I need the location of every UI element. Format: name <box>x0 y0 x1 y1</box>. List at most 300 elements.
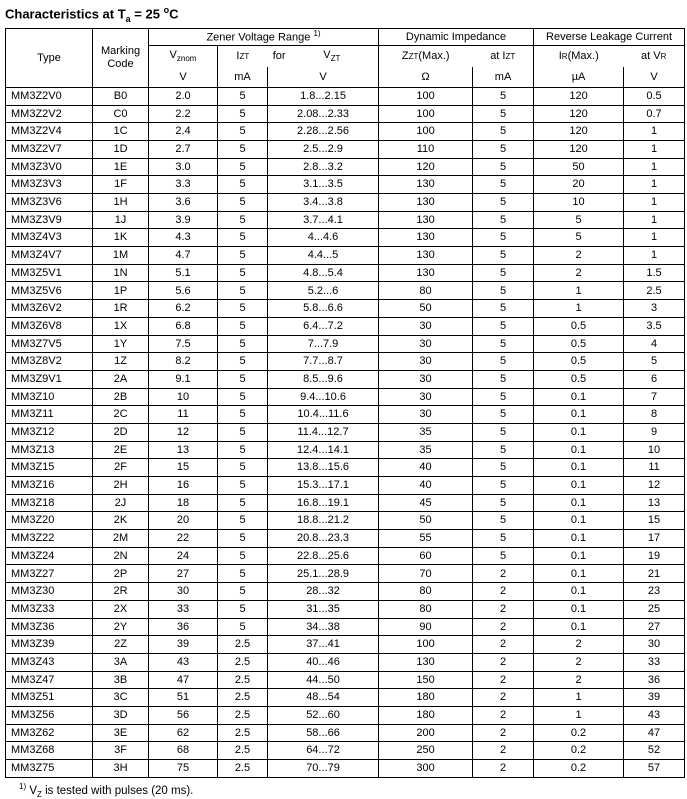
cell-at-vr: 36 <box>624 671 685 689</box>
cell-type: MM3Z3V3 <box>6 176 93 194</box>
cell-marking-code: 2Z <box>93 636 149 654</box>
cell-marking-code: 3D <box>93 706 149 724</box>
cell-marking-code: 3B <box>93 671 149 689</box>
table-row <box>6 370 685 388</box>
cell-at-vr: 3.5 <box>624 317 685 335</box>
cell-marking-code: 2N <box>93 547 149 565</box>
cell-vzt-range: 44...50 <box>268 671 379 689</box>
cell-vznom: 51 <box>149 689 218 707</box>
cell-vznom: 5.1 <box>149 264 218 282</box>
cell-izt: 5 <box>218 459 268 477</box>
cell-ir-max: 2 <box>534 671 624 689</box>
col-header-ir-atvr <box>534 45 685 67</box>
cell-at-vr: 1 <box>624 176 685 194</box>
cell-marking-code: 1R <box>93 300 149 318</box>
cell-zzt-max: 180 <box>379 689 473 707</box>
table-row <box>6 105 685 123</box>
cell-vznom: 39 <box>149 636 218 654</box>
cell-vznom: 62 <box>149 724 218 742</box>
cell-zzt-max: 40 <box>379 477 473 495</box>
cell-izt: 2.5 <box>218 760 268 778</box>
cell-izt: 5 <box>218 388 268 406</box>
table-row <box>6 176 685 194</box>
zzt-split <box>379 50 533 63</box>
footnote-vz-symbol: V <box>26 784 37 797</box>
cell-at-vr: 13 <box>624 494 685 512</box>
table-row <box>6 423 685 441</box>
cell-vznom: 24 <box>149 547 218 565</box>
table-row <box>6 724 685 742</box>
cell-vznom: 18 <box>149 494 218 512</box>
cell-izt: 2.5 <box>218 671 268 689</box>
cell-izt: 5 <box>218 565 268 583</box>
cell-type: MM3Z2V7 <box>6 140 93 158</box>
title-unit: C <box>169 6 179 22</box>
cell-vznom: 47 <box>149 671 218 689</box>
cell-izt: 5 <box>218 370 268 388</box>
ir-subscript: R <box>561 52 568 62</box>
cell-type: MM3Z3V6 <box>6 194 93 212</box>
cell-type: MM3Z43 <box>6 653 93 671</box>
cell-marking-code: 1N <box>93 264 149 282</box>
footnote-vz-subscript: Z <box>37 789 42 799</box>
cell-izt: 5 <box>218 494 268 512</box>
cell-type: MM3Z12 <box>6 423 93 441</box>
cell-zzt-max: 130 <box>379 211 473 229</box>
cell-izt: 2.5 <box>218 653 268 671</box>
cell-at-izt: 5 <box>473 194 534 212</box>
cell-at-vr: 57 <box>624 760 685 778</box>
ir-symbol-cell <box>534 50 623 63</box>
cell-marking-code: 2E <box>93 441 149 459</box>
cell-ir-max: 0.1 <box>534 530 624 548</box>
table-row <box>6 388 685 406</box>
cell-type: MM3Z36 <box>6 618 93 636</box>
table-row <box>6 512 685 530</box>
cell-at-izt: 5 <box>473 459 534 477</box>
cell-ir-max: 2 <box>534 247 624 265</box>
cell-vznom: 16 <box>149 477 218 495</box>
cell-zzt-max: 130 <box>379 247 473 265</box>
cell-at-izt: 5 <box>473 229 534 247</box>
cell-vzt-range: 70...79 <box>268 760 379 778</box>
zzt-max-label: (Max.) <box>418 50 450 63</box>
cell-at-vr: 12 <box>624 477 685 495</box>
cell-izt: 5 <box>218 123 268 141</box>
cell-marking-code: 2A <box>93 370 149 388</box>
cell-zzt-max: 35 <box>379 441 473 459</box>
cell-izt: 5 <box>218 211 268 229</box>
table-row <box>6 618 685 636</box>
col-header-vznom <box>149 45 218 67</box>
cell-izt: 5 <box>218 406 268 424</box>
cell-type: MM3Z22 <box>6 530 93 548</box>
cell-vzt-range: 6.4...7.2 <box>268 317 379 335</box>
cell-at-izt: 2 <box>473 671 534 689</box>
table-row <box>6 317 685 335</box>
table-row <box>6 282 685 300</box>
cell-zzt-max: 90 <box>379 618 473 636</box>
cell-vzt-range: 40...46 <box>268 653 379 671</box>
cell-vznom: 27 <box>149 565 218 583</box>
table-row <box>6 706 685 724</box>
cell-at-vr: 1.5 <box>624 264 685 282</box>
ir-split <box>534 50 684 63</box>
cell-marking-code: B0 <box>93 87 149 105</box>
cell-at-izt: 2 <box>473 600 534 618</box>
cell-vzt-range: 4...4.6 <box>268 229 379 247</box>
vzt-symbol: V <box>323 49 331 62</box>
cell-marking-code: C0 <box>93 105 149 123</box>
cell-at-izt: 5 <box>473 300 534 318</box>
cell-vznom: 10 <box>149 388 218 406</box>
cell-at-izt: 2 <box>473 583 534 601</box>
cell-marking-code: 2H <box>93 477 149 495</box>
cell-izt: 2.5 <box>218 689 268 707</box>
cell-vznom: 4.7 <box>149 247 218 265</box>
cell-marking-code: 3F <box>93 742 149 760</box>
vznom-symbol: V <box>169 49 177 62</box>
at-izt-subscript: ZT <box>505 52 516 62</box>
cell-vzt-range: 7.7...8.7 <box>268 353 379 371</box>
cell-type: MM3Z47 <box>6 671 93 689</box>
cell-marking-code: 2C <box>93 406 149 424</box>
table-row <box>6 653 685 671</box>
cell-type: MM3Z33 <box>6 600 93 618</box>
footnote-ref: 1) <box>313 29 321 39</box>
cell-at-izt: 2 <box>473 618 534 636</box>
cell-izt: 5 <box>218 247 268 265</box>
cell-at-vr: 39 <box>624 689 685 707</box>
cell-type: MM3Z6V2 <box>6 300 93 318</box>
cell-ir-max: 0.1 <box>534 618 624 636</box>
table-row <box>6 140 685 158</box>
cell-ir-max: 0.1 <box>534 494 624 512</box>
cell-at-vr: 47 <box>624 724 685 742</box>
cell-at-izt: 5 <box>473 264 534 282</box>
cell-at-vr: 1 <box>624 158 685 176</box>
cell-vznom: 20 <box>149 512 218 530</box>
cell-at-izt: 5 <box>473 247 534 265</box>
cell-type: MM3Z3V9 <box>6 211 93 229</box>
cell-vzt-range: 13.8...15.6 <box>268 459 379 477</box>
cell-at-vr: 25 <box>624 600 685 618</box>
cell-at-vr: 3 <box>624 300 685 318</box>
for-label: for <box>272 50 286 63</box>
cell-at-izt: 5 <box>473 158 534 176</box>
table-header <box>6 28 685 87</box>
table-row <box>6 300 685 318</box>
cell-vznom: 3.3 <box>149 176 218 194</box>
cell-at-vr: 19 <box>624 547 685 565</box>
cell-ir-max: 0.1 <box>534 459 624 477</box>
cell-at-vr: 21 <box>624 565 685 583</box>
cell-vznom: 12 <box>149 423 218 441</box>
cell-vzt-range: 8.5...9.6 <box>268 370 379 388</box>
cell-izt: 5 <box>218 264 268 282</box>
vzt-subscript: ZT <box>330 54 341 64</box>
cell-vznom: 2.4 <box>149 123 218 141</box>
cell-zzt-max: 250 <box>379 742 473 760</box>
cell-type: MM3Z2V4 <box>6 123 93 141</box>
cell-marking-code: 2R <box>93 583 149 601</box>
cell-ir-max: 2 <box>534 264 624 282</box>
cell-zzt-max: 30 <box>379 353 473 371</box>
cell-type: MM3Z11 <box>6 406 93 424</box>
cell-ir-max: 0.2 <box>534 724 624 742</box>
cell-vzt-range: 1.8...2.15 <box>268 87 379 105</box>
table-row <box>6 583 685 601</box>
cell-ir-max: 0.5 <box>534 370 624 388</box>
cell-vzt-range: 37...41 <box>268 636 379 654</box>
cell-vzt-range: 25.1...28.9 <box>268 565 379 583</box>
group-header-zener-voltage-range <box>149 28 379 45</box>
cell-ir-max: 0.5 <box>534 317 624 335</box>
title-text: Characteristics at T <box>5 6 126 22</box>
cell-type: MM3Z9V1 <box>6 370 93 388</box>
table-row <box>6 247 685 265</box>
cell-marking-code: 3H <box>93 760 149 778</box>
cell-ir-max: 2 <box>534 636 624 654</box>
unit-vzt: V <box>268 67 379 87</box>
group-header-dynamic-impedance: Dynamic Impedance <box>379 28 534 45</box>
cell-ir-max: 5 <box>534 211 624 229</box>
cell-izt: 5 <box>218 618 268 636</box>
cell-at-izt: 5 <box>473 140 534 158</box>
cell-type: MM3Z56 <box>6 706 93 724</box>
cell-type: MM3Z3V0 <box>6 158 93 176</box>
cell-vzt-range: 4.4...5 <box>268 247 379 265</box>
cell-ir-max: 0.2 <box>534 760 624 778</box>
cell-type: MM3Z6V8 <box>6 317 93 335</box>
cell-marking-code: 1H <box>93 194 149 212</box>
cell-type: MM3Z68 <box>6 742 93 760</box>
vzt-symbol-cell <box>268 49 378 63</box>
cell-vzt-range: 3.7...4.1 <box>268 211 379 229</box>
cell-izt: 5 <box>218 477 268 495</box>
cell-type: MM3Z30 <box>6 583 93 601</box>
table-row <box>6 441 685 459</box>
table-row <box>6 565 685 583</box>
cell-izt: 5 <box>218 87 268 105</box>
table-row <box>6 123 685 141</box>
cell-izt: 5 <box>218 158 268 176</box>
cell-ir-max: 50 <box>534 158 624 176</box>
cell-vzt-range: 3.1...3.5 <box>268 176 379 194</box>
cell-marking-code: 1X <box>93 317 149 335</box>
cell-vznom: 2.0 <box>149 87 218 105</box>
cell-at-vr: 2.5 <box>624 282 685 300</box>
cell-at-izt: 2 <box>473 742 534 760</box>
cell-ir-max: 1 <box>534 282 624 300</box>
cell-zzt-max: 80 <box>379 282 473 300</box>
cell-at-izt: 5 <box>473 176 534 194</box>
cell-izt: 5 <box>218 547 268 565</box>
cell-zzt-max: 40 <box>379 459 473 477</box>
cell-at-izt: 2 <box>473 706 534 724</box>
cell-vzt-range: 2.8...3.2 <box>268 158 379 176</box>
cell-vzt-range: 20.8...23.3 <box>268 530 379 548</box>
table-row <box>6 158 685 176</box>
cell-zzt-max: 30 <box>379 388 473 406</box>
cell-vzt-range: 52...60 <box>268 706 379 724</box>
cell-marking-code: 1Z <box>93 353 149 371</box>
cell-zzt-max: 30 <box>379 370 473 388</box>
zener-group-label: Zener Voltage Range <box>206 31 314 44</box>
cell-vznom: 7.5 <box>149 335 218 353</box>
col-header-zzt-atizt <box>379 45 534 67</box>
zzt-subscript: ZT <box>408 52 419 62</box>
cell-ir-max: 0.5 <box>534 335 624 353</box>
cell-izt: 5 <box>218 530 268 548</box>
cell-izt: 5 <box>218 105 268 123</box>
cell-vzt-range: 2.5...2.9 <box>268 140 379 158</box>
cell-vznom: 13 <box>149 441 218 459</box>
ir-max-label: (Max.) <box>567 50 599 63</box>
at-vr-label: at V <box>641 50 661 63</box>
cell-izt: 5 <box>218 317 268 335</box>
degree-symbol: o <box>163 5 170 15</box>
table-row <box>6 742 685 760</box>
cell-zzt-max: 150 <box>379 671 473 689</box>
table-row <box>6 406 685 424</box>
cell-zzt-max: 130 <box>379 653 473 671</box>
cell-zzt-max: 35 <box>379 423 473 441</box>
cell-izt: 5 <box>218 335 268 353</box>
cell-type: MM3Z5V6 <box>6 282 93 300</box>
cell-marking-code: 1M <box>93 247 149 265</box>
cell-type: MM3Z39 <box>6 636 93 654</box>
unit-at-izt: mA <box>473 67 534 87</box>
cell-at-vr: 1 <box>624 194 685 212</box>
cell-zzt-max: 30 <box>379 335 473 353</box>
header-row-groups <box>6 28 685 45</box>
cell-ir-max: 1 <box>534 689 624 707</box>
cell-vznom: 68 <box>149 742 218 760</box>
table-row <box>6 229 685 247</box>
cell-type: MM3Z20 <box>6 512 93 530</box>
cell-izt: 5 <box>218 353 268 371</box>
cell-marking-code: 3C <box>93 689 149 707</box>
cell-type: MM3Z16 <box>6 477 93 495</box>
table-row <box>6 600 685 618</box>
cell-vzt-range: 22.8...25.6 <box>268 547 379 565</box>
cell-at-izt: 5 <box>473 317 534 335</box>
cell-izt: 2.5 <box>218 706 268 724</box>
cell-vzt-range: 10.4...11.6 <box>268 406 379 424</box>
table-body <box>6 87 685 777</box>
table-row <box>6 547 685 565</box>
cell-ir-max: 0.5 <box>534 353 624 371</box>
cell-at-vr: 0.7 <box>624 105 685 123</box>
table-row <box>6 494 685 512</box>
cell-at-vr: 30 <box>624 636 685 654</box>
footnote-marker: 1) <box>19 781 27 791</box>
cell-at-vr: 43 <box>624 706 685 724</box>
cell-zzt-max: 130 <box>379 176 473 194</box>
cell-zzt-max: 100 <box>379 105 473 123</box>
footnote-text: is tested with pulses (20 ms). <box>41 784 194 797</box>
cell-zzt-max: 110 <box>379 140 473 158</box>
cell-at-vr: 15 <box>624 512 685 530</box>
cell-vznom: 30 <box>149 583 218 601</box>
table-row <box>6 194 685 212</box>
cell-zzt-max: 30 <box>379 317 473 335</box>
cell-vznom: 3.6 <box>149 194 218 212</box>
cell-vzt-range: 2.08...2.33 <box>268 105 379 123</box>
cell-type: MM3Z2V0 <box>6 87 93 105</box>
cell-izt: 5 <box>218 194 268 212</box>
cell-zzt-max: 50 <box>379 300 473 318</box>
cell-vzt-range: 15.3...17.1 <box>268 477 379 495</box>
cell-at-izt: 5 <box>473 406 534 424</box>
zzt-symbol-cell <box>379 50 472 63</box>
table-row <box>6 87 685 105</box>
cell-vznom: 15 <box>149 459 218 477</box>
cell-ir-max: 120 <box>534 87 624 105</box>
cell-at-vr: 8 <box>624 406 685 424</box>
cell-zzt-max: 45 <box>379 494 473 512</box>
cell-marking-code: 1F <box>93 176 149 194</box>
cell-vzt-range: 18.8...21.2 <box>268 512 379 530</box>
cell-zzt-max: 80 <box>379 583 473 601</box>
cell-ir-max: 1 <box>534 300 624 318</box>
footnote <box>19 782 685 799</box>
cell-at-izt: 5 <box>473 547 534 565</box>
cell-ir-max: 20 <box>534 176 624 194</box>
cell-type: MM3Z75 <box>6 760 93 778</box>
cell-marking-code: 2D <box>93 423 149 441</box>
cell-vzt-range: 2.28...2.56 <box>268 123 379 141</box>
cell-vzt-range: 3.4...3.8 <box>268 194 379 212</box>
izt-symbol-cell <box>218 50 268 63</box>
table-row <box>6 335 685 353</box>
cell-vznom: 2.2 <box>149 105 218 123</box>
cell-vznom: 3.0 <box>149 158 218 176</box>
cell-zzt-max: 100 <box>379 123 473 141</box>
cell-at-izt: 5 <box>473 477 534 495</box>
cell-izt: 5 <box>218 229 268 247</box>
cell-at-izt: 5 <box>473 353 534 371</box>
cell-type: MM3Z4V3 <box>6 229 93 247</box>
cell-izt: 2.5 <box>218 742 268 760</box>
cell-type: MM3Z2V2 <box>6 105 93 123</box>
cell-at-izt: 5 <box>473 282 534 300</box>
cell-at-vr: 7 <box>624 388 685 406</box>
izt-vzt-split <box>218 49 378 63</box>
cell-marking-code: 1D <box>93 140 149 158</box>
table-row <box>6 530 685 548</box>
cell-vzt-range: 58...66 <box>268 724 379 742</box>
cell-ir-max: 0.1 <box>534 565 624 583</box>
cell-type: MM3Z10 <box>6 388 93 406</box>
cell-vznom: 9.1 <box>149 370 218 388</box>
cell-ir-max: 0.1 <box>534 388 624 406</box>
cell-izt: 5 <box>218 600 268 618</box>
cell-marking-code: 1C <box>93 123 149 141</box>
characteristics-table <box>5 28 685 778</box>
cell-vznom: 22 <box>149 530 218 548</box>
cell-at-izt: 5 <box>473 441 534 459</box>
cell-vzt-range: 64...72 <box>268 742 379 760</box>
cell-marking-code: 2Y <box>93 618 149 636</box>
cell-vzt-range: 5.8...6.6 <box>268 300 379 318</box>
cell-zzt-max: 50 <box>379 512 473 530</box>
cell-vzt-range: 31...35 <box>268 600 379 618</box>
cell-at-izt: 2 <box>473 724 534 742</box>
cell-vznom: 36 <box>149 618 218 636</box>
cell-zzt-max: 180 <box>379 706 473 724</box>
